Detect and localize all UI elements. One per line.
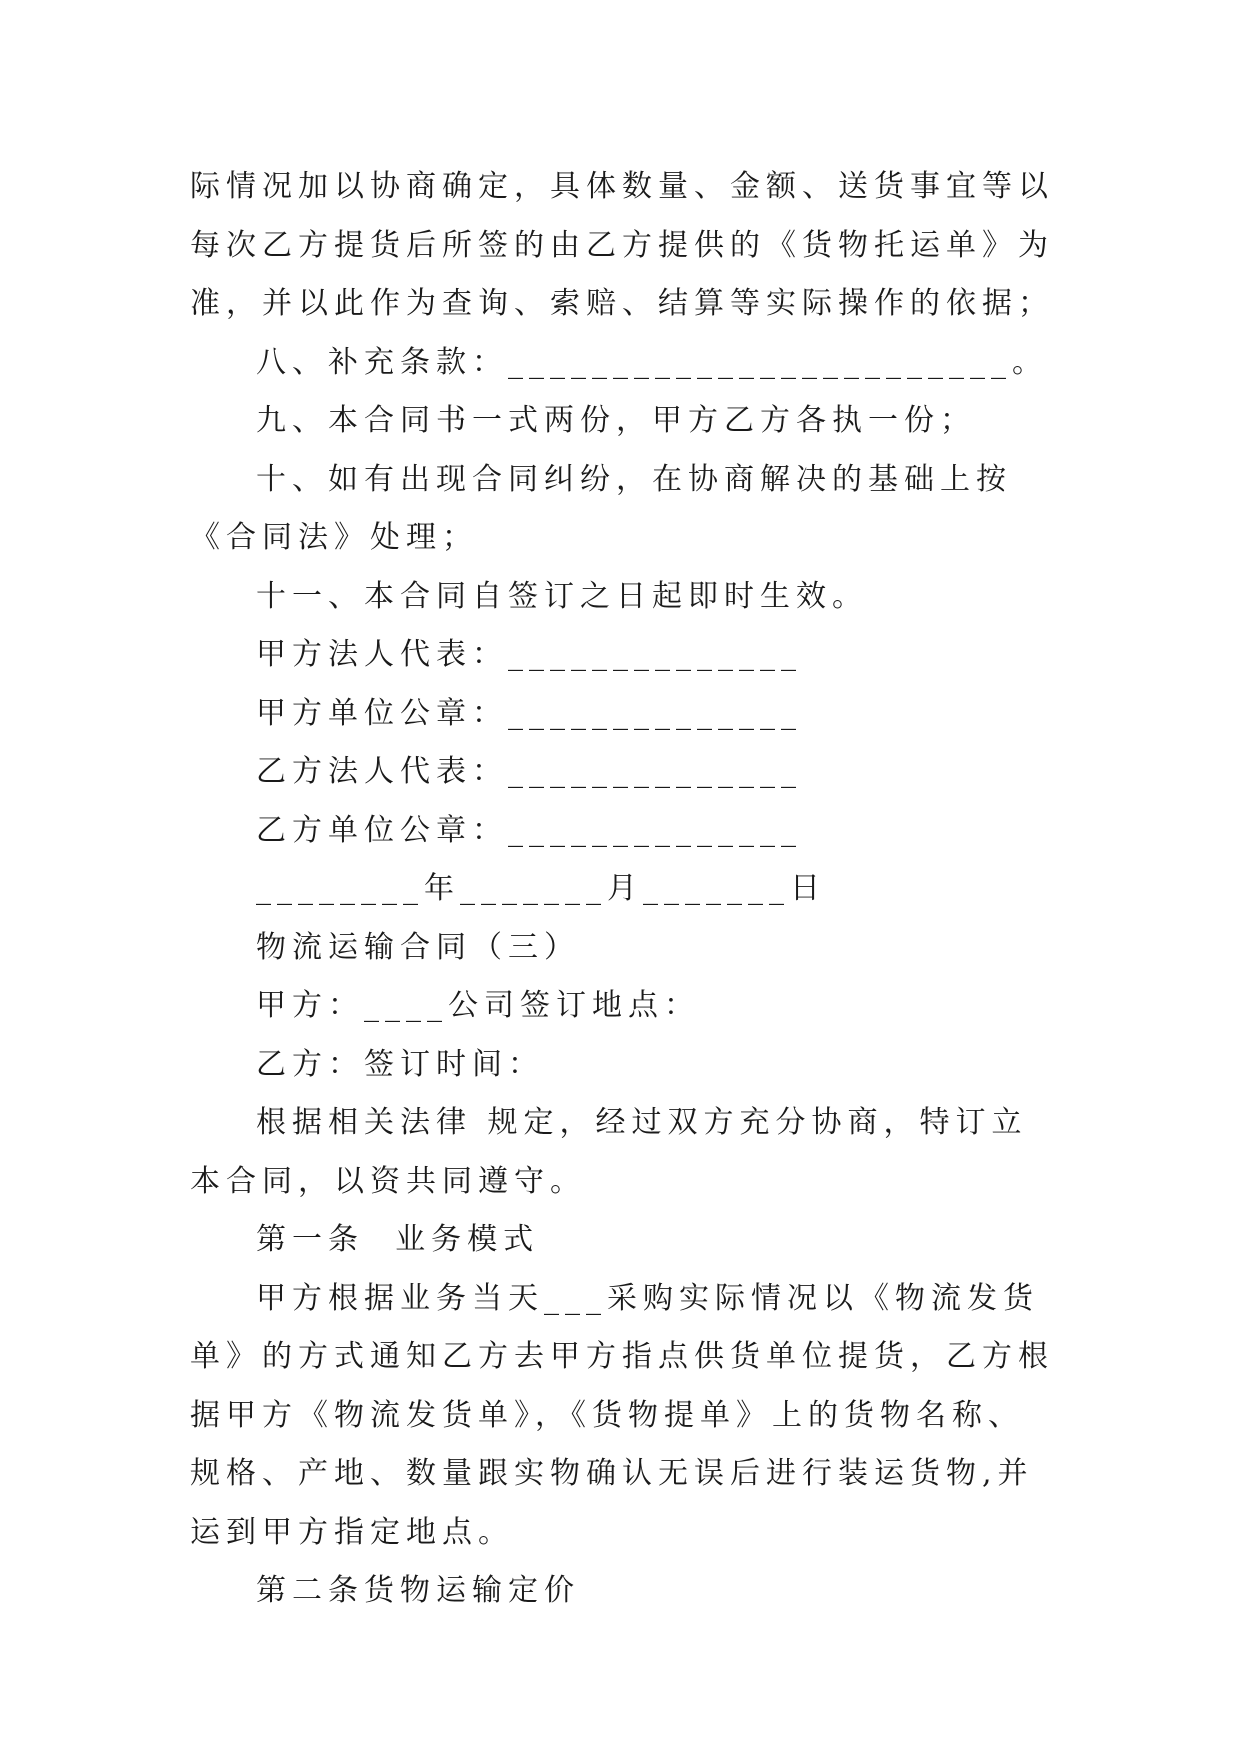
- clause-10-disputes: 十、如有出现合同纠纷，在协商解决的基础上按《合同法》处理；: [190, 461, 1012, 555]
- party-b-info: 乙方：签订时间：: [256, 1046, 544, 1082]
- clause-9-copies: 九、本合同书一式两份，甲方乙方各执一份；: [256, 403, 976, 438]
- clause-8-supplementary-terms: 八、补充条款：________________________。: [256, 344, 1048, 380]
- party-a-seal-line: 甲方单位公章：______________: [256, 695, 802, 731]
- document-page: [190, 158, 1056, 1621]
- party-b-legal-rep-line: 乙方法人代表：______________: [256, 754, 802, 789]
- article-2-heading: 第二条货物运输定价: [256, 1573, 580, 1608]
- article-1-heading: 第一条 业务模式: [256, 1222, 540, 1257]
- preamble: 根据相关法律 规定，经过双方充分协商，特订立本合同，以资共同遵守。: [190, 1105, 1028, 1199]
- paragraph-continuation: 际情况加以协商确定，具体数量、金额、送货事宜等以每次乙方提货后所签的由乙方提供的《货物托运单》为准，并以此作为查询、索赔、结算等实际操作的依据；: [190, 169, 1054, 321]
- party-a-info: 甲方：____公司签订地点：: [256, 988, 700, 1023]
- article-1-body: 甲方根据业务当天___采购实际情况以《物流发货单》的方式通知乙方去甲方指点供货单位提货，乙方根据甲方《物流发货单》，《货物提单》上的货物名称、规格、产地、数量跟实物确认无误后进行装运货物,并运到甲方指定地点。: [190, 1280, 1054, 1550]
- clause-11-effective: 十一、本合同自签订之日起即时生效。: [256, 578, 868, 614]
- party-a-legal-rep-line: 甲方法人代表：______________: [256, 637, 802, 672]
- party-b-seal-line: 乙方单位公章：______________: [256, 812, 802, 848]
- contract-title: 物流运输合同（三）: [256, 929, 580, 965]
- date-line: ________年_______月_______日: [256, 871, 826, 906]
